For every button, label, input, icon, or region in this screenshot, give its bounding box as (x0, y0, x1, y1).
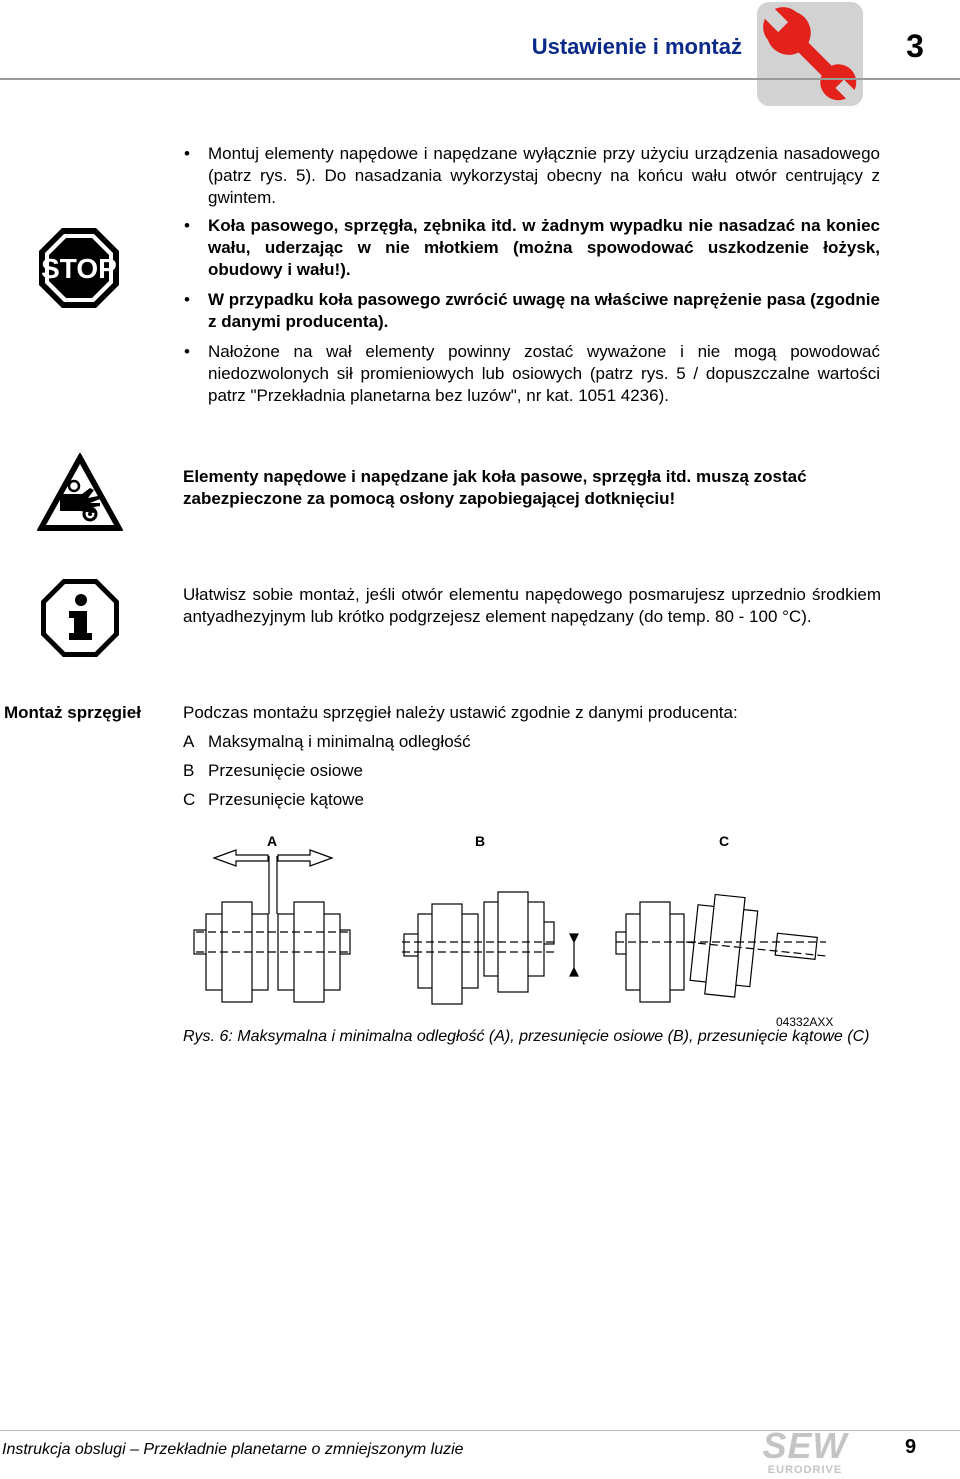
bullet-item: W przypadku koła pasowego zwrócić uwagę na właściwe naprężenie pasa (zgodnie z danymi producenta). (208, 290, 880, 331)
wrench-icon (757, 2, 863, 106)
page-number: 9 (905, 1436, 917, 1458)
sew-eurodrive-logo (752, 1425, 858, 1476)
list-text: Przesunięcie osiowe (208, 761, 363, 780)
list-item (183, 789, 364, 811)
info-text: Ułatwisz sobie montaż, jeśli otwór elementu napędowego posmarujesz uprzednio środkiem antyadhezyjnym lub krótko podgrzejesz element napędzany (do temp. 80 - 100 °C). (183, 585, 881, 626)
info-icon (40, 578, 120, 663)
figure-code: 04332AXX (776, 1015, 834, 1029)
figure-caption: Rys. 6: Maksymalna i minimalna odległość (A), przesunięcie osiowe (B), przesunięcie kątowe (C) (183, 1028, 870, 1045)
bullet-dot: • (184, 216, 190, 235)
bullet-dot: • (184, 290, 190, 309)
bullet-dot: • (184, 342, 190, 361)
figure-label-b: B (474, 833, 486, 849)
svg-text:STOP: STOP (41, 253, 117, 284)
list-letter: A (183, 732, 195, 751)
header-title: Ustawienie i montaż (531, 34, 742, 59)
logo-sub: EURODRIVE (767, 1464, 843, 1476)
bullet-item: Nałożone na wał elementy powinny zostać wyważone i nie mogą powodować niedozwolonych sił promieniowych lub osiowych (patrz rys. 5 / dopuszczalne wartości patrz "Przekładnia planetarna bez luzów", nr kat. 1051 4236). (208, 342, 880, 405)
list-letter: B (183, 761, 195, 780)
list-item (183, 731, 471, 753)
coupling-a (194, 850, 350, 1002)
section-title: Montaż sprzęgieł (4, 703, 141, 722)
hand-entanglement-hazard-icon (36, 452, 124, 537)
section-intro: Podczas montażu sprzęgieł należy ustawić zgodnie z danymi producenta: (183, 703, 738, 722)
list-letter: C (183, 790, 196, 809)
coupling-figure (186, 826, 846, 1026)
warning-text: Elementy napędowe i napędzane jak koła pasowe, sprzęgła itd. muszą zostać zabezpieczone za pomocą osłony zapobiegającej dotknięciu! (183, 467, 807, 508)
figure-label-c: C (718, 833, 730, 849)
bullet-list (0, 143, 960, 413)
logo-main: SEW (762, 1425, 848, 1466)
chapter-number: 3 (906, 28, 924, 64)
list-item (183, 760, 363, 782)
header-rule (0, 78, 960, 80)
footer-text: Instrukcja obslugi – Przekładnie planetarne o zmniejszonym luzie (2, 1441, 464, 1458)
figure-label-a: A (266, 833, 278, 849)
bullet-dot: • (184, 144, 190, 163)
bullet-item: Montuj elementy napędowe i napędzane wyłącznie przy użyciu urządzenia nasadowego (patrz rys. 5). Do nasadzania wykorzystaj obecny na końcu wału otwór centrujący z gwintem. (208, 144, 880, 207)
list-text: Przesunięcie kątowe (208, 790, 364, 809)
list-text: Maksymalną i minimalną odległość (208, 732, 471, 751)
coupling-b (402, 892, 578, 1004)
bullet-item: Koła pasowego, sprzęgła, zębnika itd. w żadnym wypadku nie nasadzać na koniec wału, uderzając w nie młotkiem (można spowodować uszkodzenie łożysk, obudowy i wału!). (208, 216, 880, 279)
coupling-c (616, 893, 826, 1005)
